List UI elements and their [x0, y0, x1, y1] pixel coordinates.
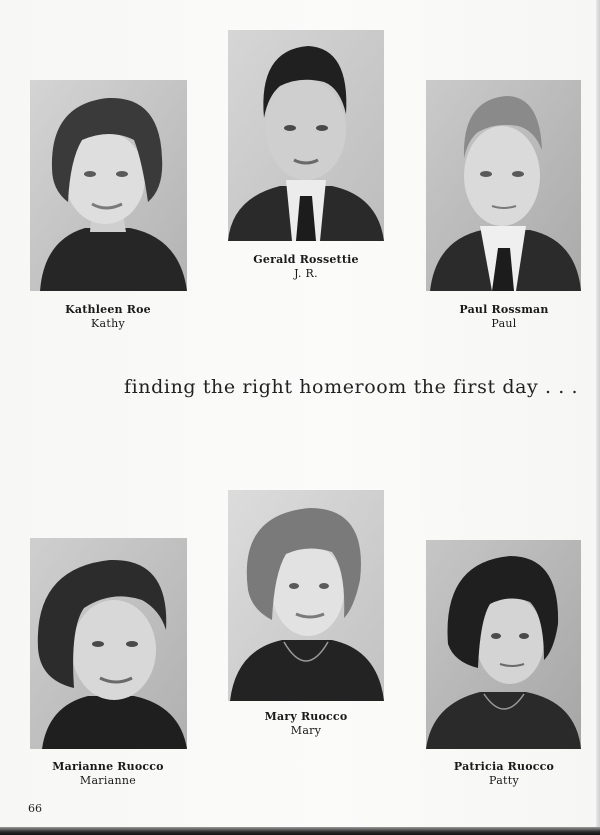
portrait-gerald-rossettie — [228, 30, 384, 241]
caption-mary-ruocco — [216, 710, 396, 738]
page-caption-quote: finding the right homeroom the first day . . . — [124, 376, 579, 398]
student-nickname: Paul — [491, 317, 517, 330]
portrait-paul-rossman — [426, 80, 581, 291]
student-nickname: J. R. — [294, 267, 318, 280]
student-nickname: Patty — [488, 774, 520, 787]
page-edge — [596, 0, 600, 835]
caption-paul-rossman — [414, 303, 594, 331]
student-name: Kathleen Roe — [65, 303, 151, 316]
student-name: Mary Ruocco — [264, 710, 348, 723]
page-number: 66 — [28, 802, 42, 815]
caption-gerald-rossettie — [216, 253, 396, 281]
student-name: Patricia Ruocco — [453, 760, 555, 773]
student-name: Marianne Ruocco — [52, 760, 164, 773]
student-nickname: Marianne — [79, 774, 137, 787]
caption-marianne-ruocco — [18, 760, 198, 788]
student-name: Paul Rossman — [459, 303, 549, 316]
caption-patricia-ruocco — [414, 760, 594, 788]
student-nickname: Kathy — [91, 317, 125, 330]
student-name: Gerald Rossettie — [253, 253, 359, 266]
portrait-patricia-ruocco — [426, 540, 581, 749]
student-nickname: Mary — [290, 724, 322, 737]
portrait-mary-ruocco — [228, 490, 384, 701]
caption-kathleen-roe — [18, 303, 198, 331]
portrait-kathleen-roe — [30, 80, 187, 291]
portrait-marianne-ruocco — [30, 538, 187, 749]
